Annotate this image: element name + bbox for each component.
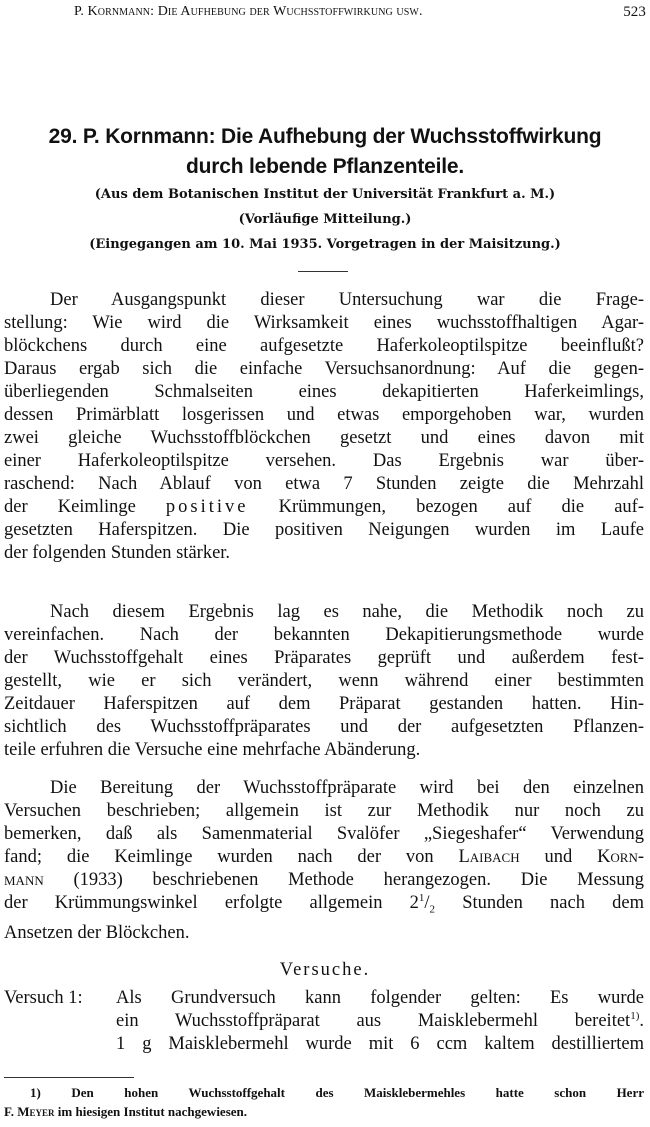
received-date: (Eingegangen am 10. Mai 1935. Vorgetragen in der Maisitzung.) [89,237,561,252]
text-line: 1 g Maisklebermehl wurde mit 6 ccm kaltem destilliertem [116,1034,644,1054]
preliminary-note: (Vorläufige Mitteilung.) [238,212,412,227]
text-line: der Wuchsstoffgehalt eines Präparates geprüft und außerdem fest- [4,648,644,668]
text-line: gestellt, wie er sich verändert, wenn während einer bestimmten [4,671,644,691]
text-line: vereinfachen. Nach der bekannten Dekapitierungsmethode wurde [4,625,644,645]
text-line: überliegenden Schmalseiten eines dekapitierten Haferkeimlings, [4,382,644,402]
title-divider [298,271,348,272]
versuch-label: Versuch 1: [4,988,83,1008]
footnote-line [4,1102,644,1121]
text-line [4,869,644,892]
versuch-text [116,987,644,1056]
text-line [4,846,644,869]
page-number: 523 [623,4,646,20]
title-line-1 [0,122,650,152]
author-name: mann [4,870,44,890]
text-line: Daraus ergab sich die einfache Versuchsanordnung: Auf die gegen- [4,359,644,379]
running-head [74,4,646,21]
text-fragment: Krümmungen, bezogen auf die auf- [278,497,644,517]
text-line: Der Ausgangspunkt dieser Untersuchung war die Frage- [50,290,644,310]
title-part-1: Die Aufhebung der Wuchsstoffwirkung [221,125,602,148]
text-line [4,496,644,519]
article-number-author: 29. P. Kornmann: [48,125,216,148]
text-line: Nach diesem Ergebnis lag es nahe, die Methodik noch zu [50,602,644,622]
text-line: zwei gleiche Wuchsstoffblöckchen gesetzt und eines davon mit [4,428,644,448]
affiliation: (Aus dem Botanischen Institut der Universität Frankfurt a. M.) [94,187,556,202]
author-name: Korn- [597,847,644,867]
text-line: einer Haferkoleoptilspitze versehen. Das Ergebnis war über- [4,451,644,471]
text-fragment: ein Wuchsstoffpräparat aus Maisklebermehl bereitet [116,1011,631,1031]
text-fragment: Stunden nach dem [462,893,644,913]
text-line: der folgenden Stunden stärker. [4,543,231,563]
text-fragment: im hiesigen Institut nachgewiesen. [57,1104,248,1119]
text-line: Ansetzen der Blöckchen. [4,922,190,943]
text-line [4,892,644,922]
text-line: stellung: Wie wird die Wirksamkeit eines wuchsstoffhaltigen Agar- [4,313,644,333]
text-fragment: der Krümmungswinkel erfolgte allgemein [4,893,383,913]
text-fragment: und [544,847,573,867]
text-fragment: Den hohen Wuchsstoffgehalt des Maisklebermehles hatte schon Herr [71,1085,644,1100]
text-line: Zeitdauer Haferspitzen auf dem Präparat gestanden hatten. Hin- [4,694,644,714]
footnote-ref[interactable]: 1) [630,1010,640,1022]
fraction-numerator: 1 [418,892,425,904]
text-line: Versuchen beschrieben; allgemein ist zur Methodik nur noch zu [4,801,644,821]
fraction: $2^1/_2$ [409,892,436,916]
paragraph-2 [4,601,644,762]
section-heading: Versuche. [279,960,371,980]
text-line: Als Grundversuch kann folgender gelten: Es wurde [116,988,644,1008]
author-name: F. Meyer [4,1104,55,1119]
author-name: Laibach [458,847,520,867]
text-line: gesetzten Haferspitzen. Die positiven Neigungen wurden im Laufe [4,520,644,540]
text-line: raschend: Nach Ablauf von etwa 7 Stunden zeigte die Mehrzahl [4,474,644,494]
paragraph-1 [4,289,644,565]
text-line: bemerken, daß als Samenmaterial Svalöfer „Siegeshafer“ Verwendung [4,824,644,844]
footnote-marker: 1) [30,1085,41,1100]
footnote-line [4,1083,644,1102]
text-line: sichtlich des Wuchsstoffpräparates und der aufgesetzten Pflanzen- [4,717,644,737]
title-line-2: durch lebende Pflanzenteile. [186,155,464,178]
footnote-divider [4,1077,134,1078]
article-title [0,122,650,182]
text-line: teile erfuhren die Versuche eine mehrfache Abänderung. [4,740,421,760]
fraction-denominator: 2 [429,903,436,916]
footnote [4,1083,644,1121]
text-fragment: fand; die Keimlinge wurden nach der von [4,847,434,867]
text-line: ein Wuchsstoffpräparat aus Maisklebermehl bereitet$^{1)}$. [116,1010,644,1031]
emphasized-word: positive [165,497,249,517]
running-head-text: P. Kornmann: Die Aufhebung der Wuchsstoffwirkung usw. [74,4,423,19]
text-line: dessen Primärblatt losgerissen und etwas emporgehoben war, wurden [4,405,644,425]
text-line: blöckchens durch eine aufgesetzte Haferkoleoptilspitze beeinflußt? [4,336,644,356]
text-line: Die Bereitung der Wuchsstoffpräparate wird bei den einzelnen [50,778,644,798]
fraction-whole: 2 [409,893,419,913]
paragraph-3 [4,777,644,945]
text-fragment: der Keimlinge [4,497,136,517]
text-fragment: (1933) beschriebenen Methode herangezogen. Die Messung [73,870,644,890]
